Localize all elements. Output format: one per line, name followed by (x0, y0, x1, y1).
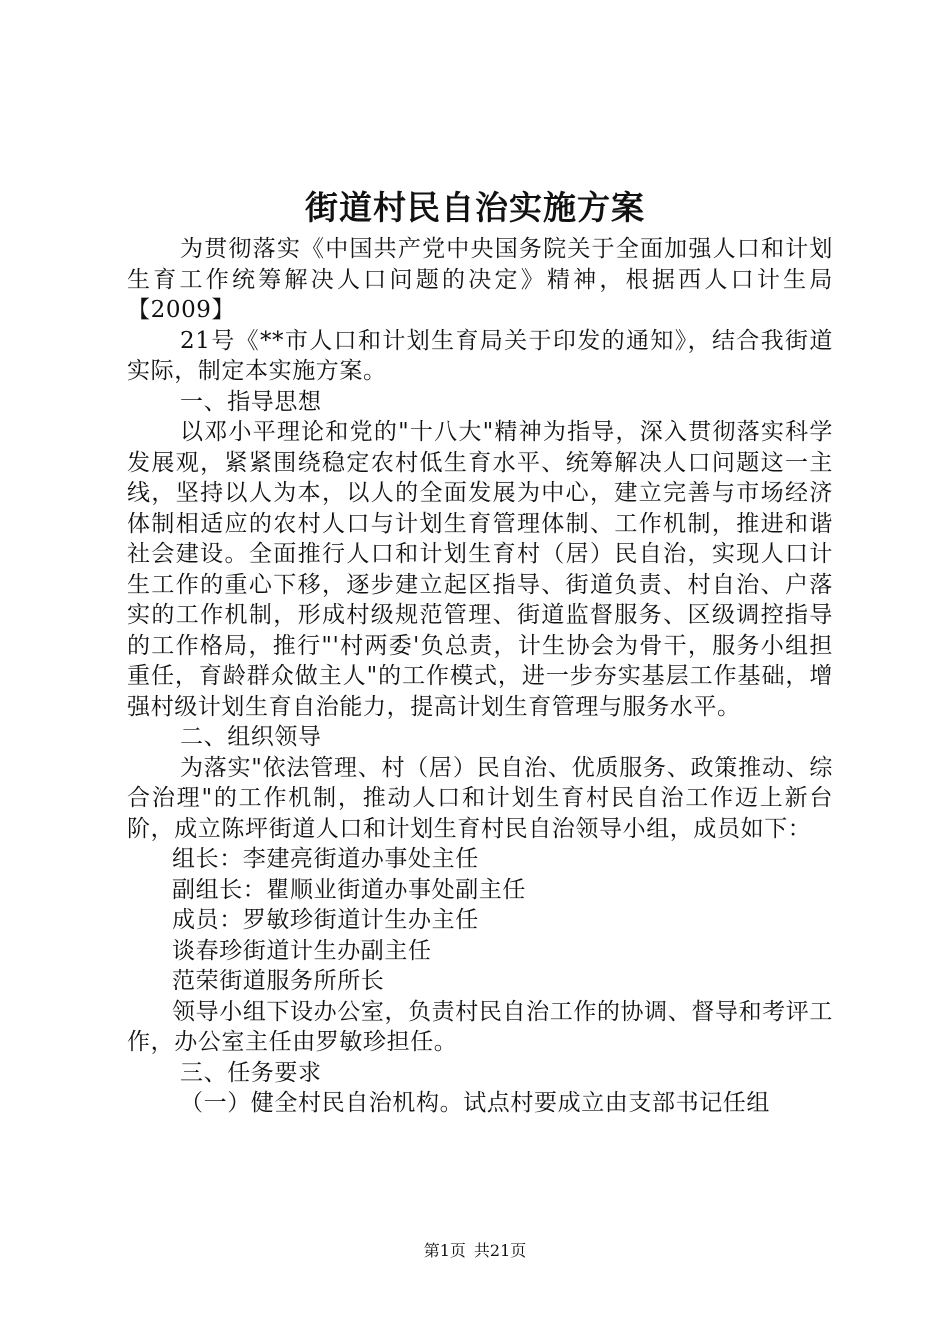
organization-paragraph: 为落实"依法管理、村（居）民自治、优质服务、政策推动、综合治理"的工作机制，推动人口和计划生育村民自治工作迈上新台阶，成立陈坪街道人口和计划生育村民自治领导小组，成员如下： (127, 754, 833, 842)
section-heading-guiding-ideology: 一、指导思想 (180, 388, 322, 415)
document-title: 街道村民自治实施方案 (305, 188, 645, 227)
office-paragraph: 领导小组下设办公室，负责村民自治工作的协调、督导和考评工作，办公室主任由罗敏珍担任。 (127, 998, 833, 1055)
page-total: 共21页 (473, 1241, 527, 1260)
section-heading-organization: 二、组织领导 (180, 724, 322, 750)
member-2: 谈春珍街道计生办副主任 (172, 937, 432, 964)
member-deputy-leader: 副组长：瞿顺业街道办事处副主任 (172, 876, 526, 903)
member-leader: 组长：李建亮街道办事处主任 (172, 846, 479, 872)
section-heading-tasks: 三、任务要求 (180, 1059, 322, 1086)
intro-paragraph-continued: 21号《**市人口和计划生育局关于印发的通知》，结合我街道实际，制定本实施方案。 (127, 327, 833, 384)
task-item-1: （一）健全村民自治机构。试点村要成立由支部书记任组 (180, 1090, 770, 1116)
intro-paragraph: 为贯彻落实《中国共产党中央国务院关于全面加强人口和计划生育工作统筹解决人口问题的决定》精神，根据西人口计生局【2009】 (127, 236, 833, 323)
member-3: 范荣街道服务所所长 (172, 968, 385, 994)
member-1: 成员：罗敏珍街道计生办主任 (172, 907, 479, 933)
page-footer (0, 1240, 950, 1262)
page-number: 第1页 (423, 1241, 466, 1260)
document-body (127, 234, 833, 1119)
guiding-ideology-paragraph: 以邓小平理论和党的"十八大"精神为指导，深入贯彻落实科学发展观，紧紧围绕稳定农村低生育水平、统筹解决人口问题这一主线，坚持以人为本，以人的全面发展为中心，建立完善与市场经济体制相适应的农村人口与计划生育管理体制、工作机制，推进和谐社会建设。全面推行人口和计划生育村（居）民自治，实现人口计生工作的重心下移，逐步建立起区指导、街道负责、村自治、户落实的工作机制，形成村级规范管理、街道监督服务、区级调控指导的工作格局，推行"'村两委'负总责，计生协会为骨干，服务小组担重任，育龄群众做主人"的工作模式，进一步夯实基层工作基础，增强村级计划生育自治能力，提高计划生育管理与服务水平。 (127, 419, 833, 720)
